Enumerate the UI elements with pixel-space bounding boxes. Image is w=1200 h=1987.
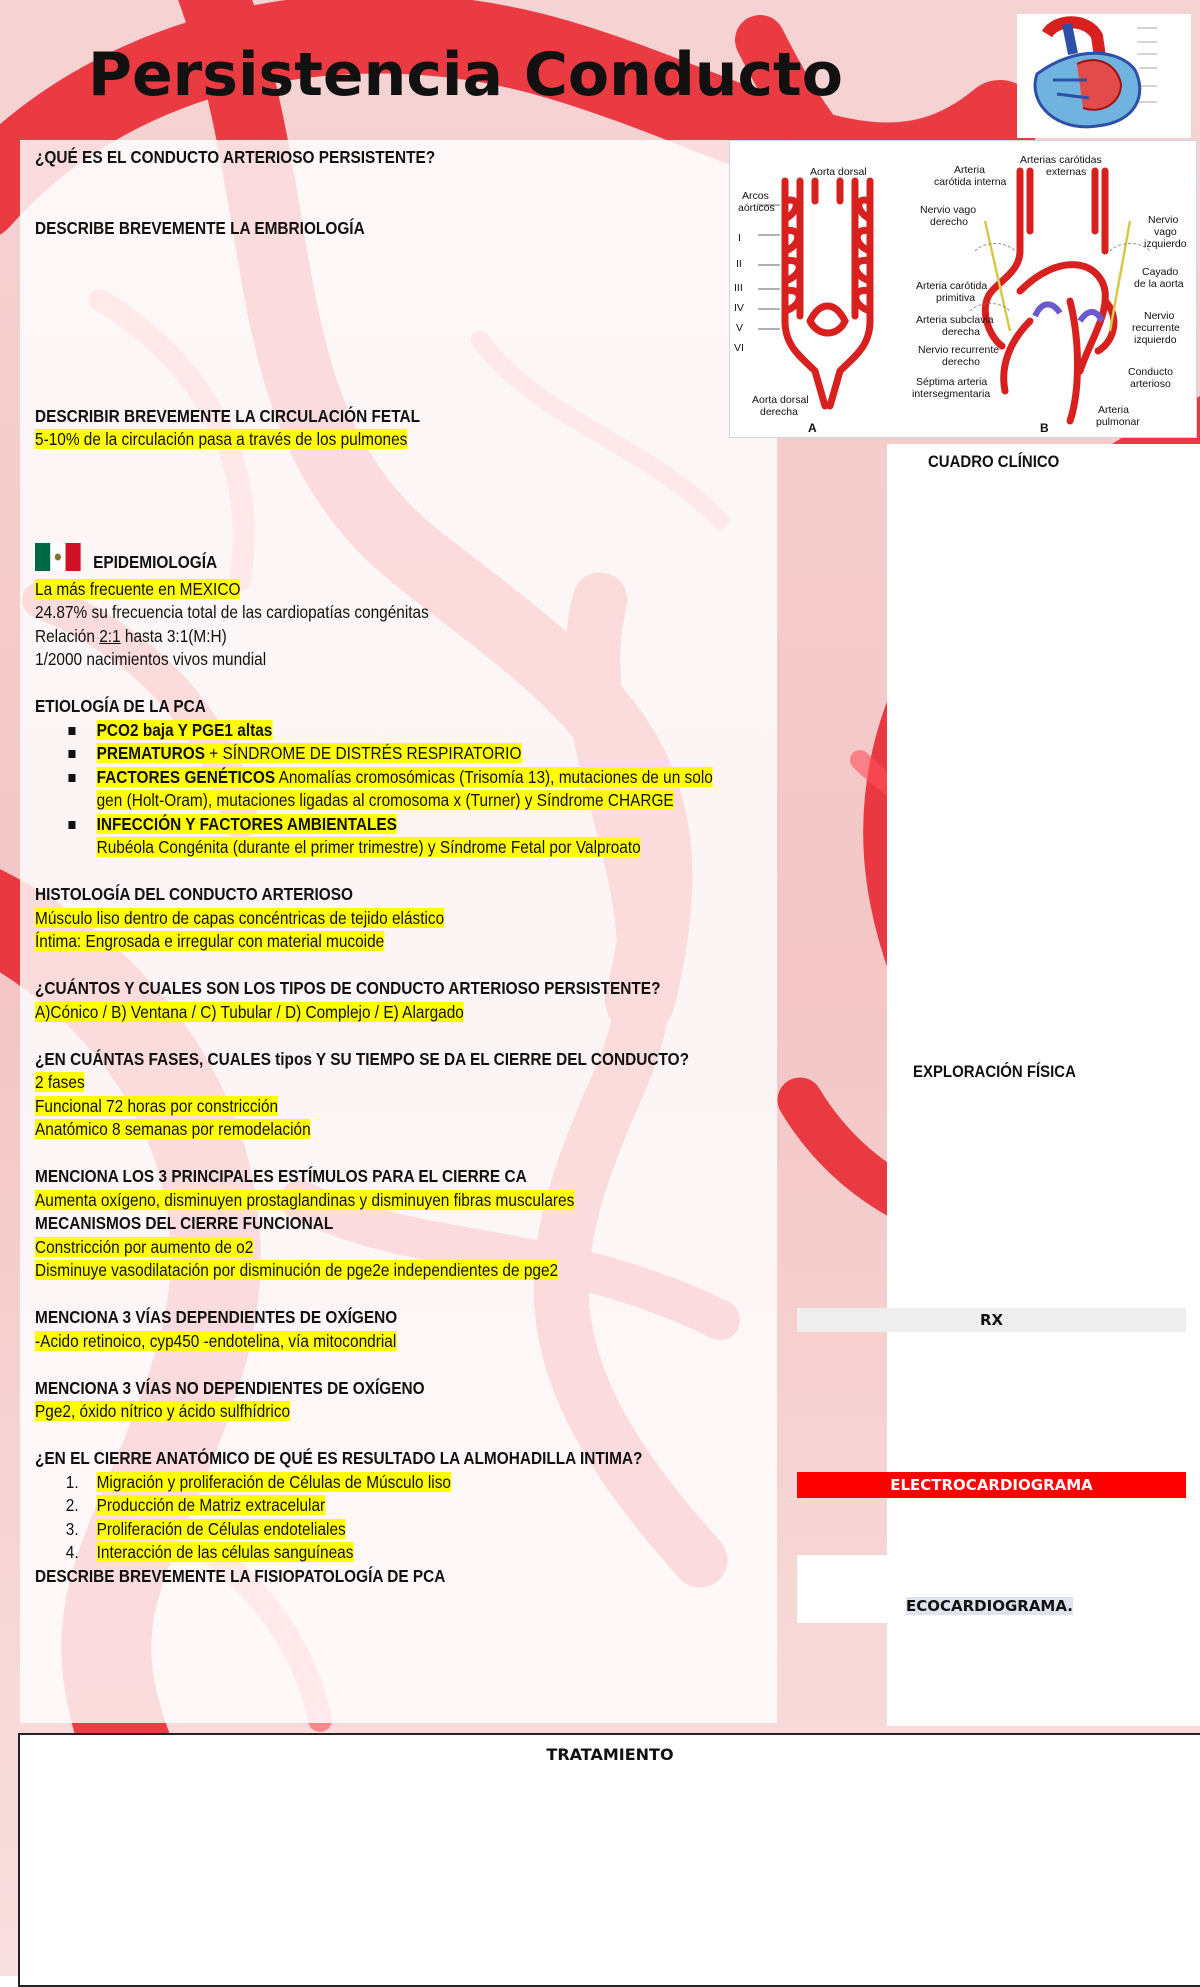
label-arch-i: I xyxy=(738,232,741,244)
question-embryology: DESCRIBE BREVEMENTE LA EMBRIOLOGÍA xyxy=(35,217,365,238)
etiology-heading: ETIOLOGÍA DE LA PCA xyxy=(35,696,206,716)
label-vago-izquierdo: Nervio xyxy=(1148,214,1179,226)
label-carotida-interna: Arteria xyxy=(954,164,985,176)
histology-heading: HISTOLOGÍA DEL CONDUCTO ARTERIOSO xyxy=(35,884,354,904)
epidemiology-heading: EPIDEMIOLOGÍA xyxy=(35,546,774,578)
label-aorta-dorsal-derecha-2: derecha xyxy=(760,406,798,418)
label-septima: Séptima arteria xyxy=(916,376,988,388)
rx-label: RX xyxy=(797,1308,1186,1332)
label-arch-vi: VI xyxy=(734,342,744,354)
label-arch-v: V xyxy=(736,322,744,334)
label-aorta-dorsal-derecha: Aorta dorsal xyxy=(752,394,809,406)
types-heading: ¿CUÁNTOS Y CUALES SON LOS TIPOS DE CONDUCTO ARTERIOSO PERSISTENTE? xyxy=(35,978,661,998)
types-answer: A)Cónico / B) Ventana / C) Tubular / D) Complejo / E) Alargado xyxy=(35,1001,464,1022)
label-vago-derecho-2: derecho xyxy=(930,216,968,228)
label-carotidas-externas: Arterias carótidas xyxy=(1020,154,1102,166)
answer-fetal-circulation: 5-10% de la circulación pasa a través de los pulmones xyxy=(35,429,408,449)
non-oxygen-pathways-heading: MENCIONA 3 VÍAS NO DEPENDIENTES DE OXÍGENO xyxy=(35,1377,425,1398)
label-vago-derecho: Nervio vago xyxy=(920,204,977,216)
label-conducto-arterioso-2: arterioso xyxy=(1130,378,1171,390)
label-carotidas-externas-2: externas xyxy=(1046,166,1087,178)
mechanisms-heading: MECANISMOS DEL CIERRE FUNCIONAL xyxy=(35,1213,334,1233)
etiology-item: FACTORES GENÉTICOS Anomalías cromosómicas (Trisomía 13), mutaciones de un solo xyxy=(35,766,774,790)
label-recurrente-izquierdo-3: izquierdo xyxy=(1134,334,1177,346)
label-recurrente-derecho: Nervio recurrente xyxy=(918,344,1000,356)
etiology-item: INFECCIÓN Y FACTORES AMBIENTALES xyxy=(35,813,774,837)
oxygen-pathways-heading: MENCIONA 3 VÍAS DEPENDIENTES DE OXÍGENO xyxy=(35,1307,398,1327)
aortic-arches-diagram xyxy=(729,140,1197,438)
phases-heading: ¿EN CUÁNTAS FASES, CUALES tipos Y SU TIEMPO SE DA EL CIERRE DEL CONDUCTO? xyxy=(35,1048,690,1069)
etiology-item-cont: gen (Holt-Oram), mutaciones ligadas al cromosoma x (Turner) y Síndrome CHARGE xyxy=(96,790,674,810)
oxygen-pathways-answer: -Acido retinoico, cyp450 -endotelina, vía mitocondrial xyxy=(35,1330,397,1351)
label-cayado-2: de la aorta xyxy=(1134,278,1184,290)
label-vago-izquierdo-3: izquierdo xyxy=(1144,238,1187,250)
label-panel-a: A xyxy=(808,421,817,435)
non-oxygen-pathways-answer: Pge2, óxido nítrico y ácido sulfhídrico xyxy=(35,1401,291,1421)
epi-item: La más frecuente en MEXICO xyxy=(35,578,241,599)
label-recurrente-derecho-2: derecho xyxy=(942,356,980,368)
heart-diagram-thumbnail xyxy=(1017,14,1191,138)
intimal-cushion-item: 3. Proliferación de Células endoteliales xyxy=(65,1518,346,1539)
label-aorticos: aórticos xyxy=(738,202,775,214)
question-what-is-pca: ¿QUÉ ES EL CONDUCTO ARTERIOSO PERSISTENTE? xyxy=(35,147,436,167)
label-recurrente-izquierdo-2: recurrente xyxy=(1132,322,1180,334)
clinical-picture-label: CUADRO CLÍNICO xyxy=(928,452,1060,471)
phases-item: 2 fases xyxy=(35,1072,85,1092)
label-vago-izquierdo-2: vago xyxy=(1154,226,1177,238)
treatment-title: TRATAMIENTO xyxy=(546,1745,674,1764)
histology-item: Músculo liso dentro de capas concéntricas de tejido elástico xyxy=(35,907,445,928)
label-arteria-pulmonar: Arteria xyxy=(1098,404,1129,416)
label-arch-iv: IV xyxy=(734,302,744,314)
epi-item: 1/2000 nacimientos vivos mundial xyxy=(35,649,267,669)
histology-item: Íntima: Engrosada e irregular con material mucoide xyxy=(35,931,385,951)
label-subclavia-2: derecha xyxy=(942,326,980,338)
pathophysiology-heading: DESCRIBE BREVEMENTE LA FISIOPATOLOGÍA DE PCA xyxy=(35,1565,446,1586)
label-carotida-primitiva: Arteria carótida xyxy=(916,280,988,292)
label-arteria-pulmonar-2: pulmonar xyxy=(1096,416,1140,428)
etiology-item-cont: Rubéola Congénita (durante el primer trimestre) y Síndrome Fetal por Valproato xyxy=(96,837,641,857)
label-subclavia: Arteria subclavia xyxy=(916,314,994,326)
stimuli-answer: Aumenta oxígeno, disminuyen prostaglandinas y disminuyen fibras musculares xyxy=(35,1189,575,1210)
mechanisms-item: Disminuye vasodilatación por disminución de pge2e independientes de pge2 xyxy=(35,1260,559,1280)
phases-item: Anatómico 8 semanas por remodelación xyxy=(35,1119,311,1139)
label-recurrente-izquierdo: Nervio xyxy=(1144,310,1175,322)
intimal-cushion-item: 2. Producción de Matriz extracelular xyxy=(65,1495,326,1515)
mexico-flag-icon xyxy=(35,543,81,571)
intimal-cushion-heading: ¿EN EL CIERRE ANATÓMICO DE QUÉ ES RESULTADO LA ALMOHADILLA INTIMA? xyxy=(35,1448,643,1468)
stimuli-heading: MENCIONA LOS 3 PRINCIPALES ESTÍMULOS PARA EL CIERRE CA xyxy=(35,1166,527,1186)
label-carotida-interna-2: carótida interna xyxy=(934,176,1007,188)
label-arch-ii: II xyxy=(736,258,742,270)
phases-item: Funcional 72 horas por constricción xyxy=(35,1095,279,1116)
label-cayado: Cayado xyxy=(1142,266,1179,278)
page-title: Persistencia Conducto xyxy=(88,40,843,110)
epi-item: 24.87% su frecuencia total de las cardiopatías congénitas xyxy=(35,602,429,622)
etiology-item: PCO2 baja Y PGE1 altas xyxy=(35,719,774,743)
intimal-cushion-item: 4. Interacción de las células sanguíneas xyxy=(65,1542,354,1562)
intimal-cushion-item: 1. Migración y proliferación de Células de Músculo liso xyxy=(65,1471,451,1492)
etiology-item: PREMATUROS + SÍNDROME DE DISTRÉS RESPIRATORIO xyxy=(35,742,774,766)
label-carotida-primitiva-2: primitiva xyxy=(936,292,976,304)
right-column xyxy=(887,444,1200,1726)
label-conducto-arterioso: Conducto xyxy=(1128,366,1173,378)
label-arcos: Arcos xyxy=(742,190,769,202)
label-panel-b: B xyxy=(1040,421,1049,435)
label-arch-iii: III xyxy=(734,282,743,294)
label-aorta-dorsal: Aorta dorsal xyxy=(810,166,867,178)
physical-exam-label: EXPLORACIÓN FÍSICA xyxy=(913,1062,1076,1081)
main-content xyxy=(35,146,774,1588)
question-fetal-circulation: DESCRIBIR BREVEMENTE LA CIRCULACIÓN FETAL xyxy=(35,405,420,426)
echocardiogram-label: ECOCARDIOGRAMA. xyxy=(906,1597,1073,1615)
treatment-box xyxy=(18,1733,1200,1987)
white-block xyxy=(797,1555,889,1623)
epi-item: Relación 2:1 hasta 3:1(M:H) xyxy=(35,625,227,646)
mechanisms-item: Constricción por aumento de o2 xyxy=(35,1236,254,1257)
ecg-label: ELECTROCARDIOGRAMA xyxy=(797,1472,1186,1498)
label-septima-2: intersegmentaria xyxy=(912,388,991,400)
